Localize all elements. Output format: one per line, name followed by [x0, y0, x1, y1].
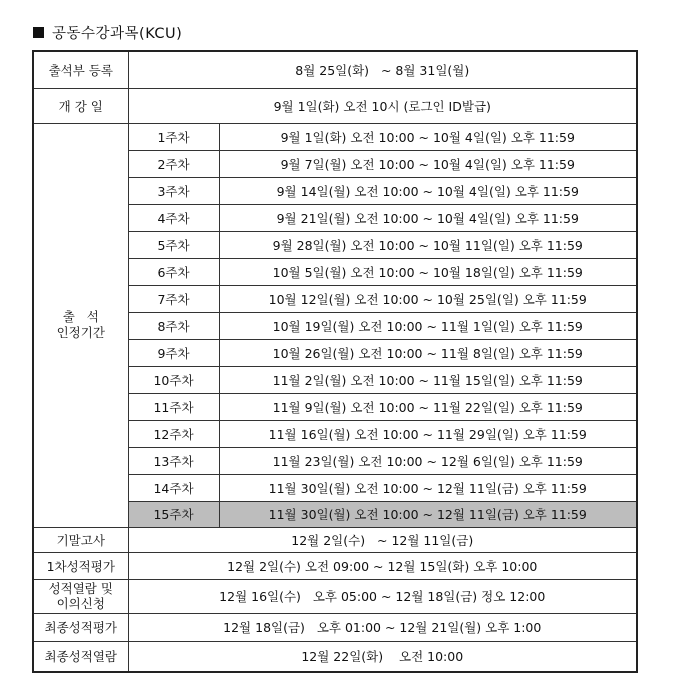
week-label: 11주차	[128, 393, 219, 420]
table-row	[33, 51, 637, 88]
attendance-label-line1: 출 석	[62, 309, 99, 324]
row-value: 12월 16일(수) 오후 05:00 ~ 12월 18일(금) 정오 12:00	[128, 579, 637, 613]
row-value: 9월 1일(화) 오전 10시 (로그인 ID발급)	[128, 88, 637, 123]
row-label: 개 강 일	[33, 88, 128, 123]
week-period: 10월 19일(월) 오전 10:00 ~ 11월 1일(일) 오후 11:59	[219, 312, 637, 339]
week-label: 8주차	[128, 312, 219, 339]
row-value: 12월 2일(수) 오전 09:00 ~ 12월 15일(화) 오후 10:00	[128, 552, 637, 579]
week-period: 11월 30일(월) 오전 10:00 ~ 12월 11일(금) 오후 11:59	[219, 501, 637, 527]
week-period: 9월 14일(월) 오전 10:00 ~ 10월 4일(일) 오후 11:59	[219, 177, 637, 204]
week-period: 11월 30일(월) 오전 10:00 ~ 12월 11일(금) 오후 11:59	[219, 474, 637, 501]
row-label: 기말고사	[33, 527, 128, 552]
black-square-icon	[33, 27, 44, 38]
table-row	[33, 613, 637, 641]
row-label: 최종성적평가	[33, 613, 128, 641]
row-label-line2: 이의신청	[56, 596, 105, 611]
week-label: 14주차	[128, 474, 219, 501]
week-period: 11월 2일(월) 오전 10:00 ~ 11월 15일(일) 오후 11:59	[219, 366, 637, 393]
row-label	[33, 579, 128, 613]
week-period: 10월 5일(월) 오전 10:00 ~ 10월 18일(일) 오후 11:59	[219, 258, 637, 285]
row-label: 최종성적열람	[33, 641, 128, 672]
week-period: 11월 16일(월) 오전 10:00 ~ 11월 29일(일) 오후 11:59	[219, 420, 637, 447]
table-row	[33, 579, 637, 613]
table-row	[33, 123, 637, 150]
section-heading	[33, 22, 182, 42]
section-title: 공동수강과목(KCU)	[52, 25, 183, 42]
week-label: 5주차	[128, 231, 219, 258]
week-period: 9월 1일(화) 오전 10:00 ~ 10월 4일(일) 오후 11:59	[219, 123, 637, 150]
week-period: 11월 23일(월) 오전 10:00 ~ 12월 6일(일) 오후 11:59	[219, 447, 637, 474]
row-value: 12월 18일(금) 오후 01:00 ~ 12월 21일(월) 오후 1:00	[128, 613, 637, 641]
week-label: 1주차	[128, 123, 219, 150]
week-period: 9월 21일(월) 오전 10:00 ~ 10월 4일(일) 오후 11:59	[219, 204, 637, 231]
week-label: 13주차	[128, 447, 219, 474]
attendance-period-label	[33, 123, 128, 527]
schedule-table	[32, 50, 638, 673]
week-label: 6주차	[128, 258, 219, 285]
table-row	[33, 552, 637, 579]
week-label: 3주차	[128, 177, 219, 204]
attendance-label-line2: 인정기간	[56, 325, 105, 340]
table-row	[33, 527, 637, 552]
row-value: 12월 22일(화) 오전 10:00	[128, 641, 637, 672]
week-label: 2주차	[128, 150, 219, 177]
week-period: 9월 28일(월) 오전 10:00 ~ 10월 11일(일) 오후 11:59	[219, 231, 637, 258]
week-period: 9월 7일(월) 오전 10:00 ~ 10월 4일(일) 오후 11:59	[219, 150, 637, 177]
week-label: 15주차	[128, 501, 219, 527]
week-label: 10주차	[128, 366, 219, 393]
table-row	[33, 641, 637, 672]
table-row	[33, 88, 637, 123]
week-period: 10월 12일(월) 오전 10:00 ~ 10월 25일(일) 오후 11:59	[219, 285, 637, 312]
week-period: 11월 9일(월) 오전 10:00 ~ 11월 22일(일) 오후 11:59	[219, 393, 637, 420]
row-label: 1차성적평가	[33, 552, 128, 579]
row-value: 12월 2일(수) ~ 12월 11일(금)	[128, 527, 637, 552]
row-label-line1: 성적열람 및	[48, 581, 113, 596]
week-label: 4주차	[128, 204, 219, 231]
week-label: 12주차	[128, 420, 219, 447]
week-period: 10월 26일(월) 오전 10:00 ~ 11월 8일(일) 오후 11:59	[219, 339, 637, 366]
week-label: 7주차	[128, 285, 219, 312]
row-label: 출석부 등록	[33, 51, 128, 88]
week-label: 9주차	[128, 339, 219, 366]
row-value: 8월 25일(화) ~ 8월 31일(월)	[128, 51, 637, 88]
